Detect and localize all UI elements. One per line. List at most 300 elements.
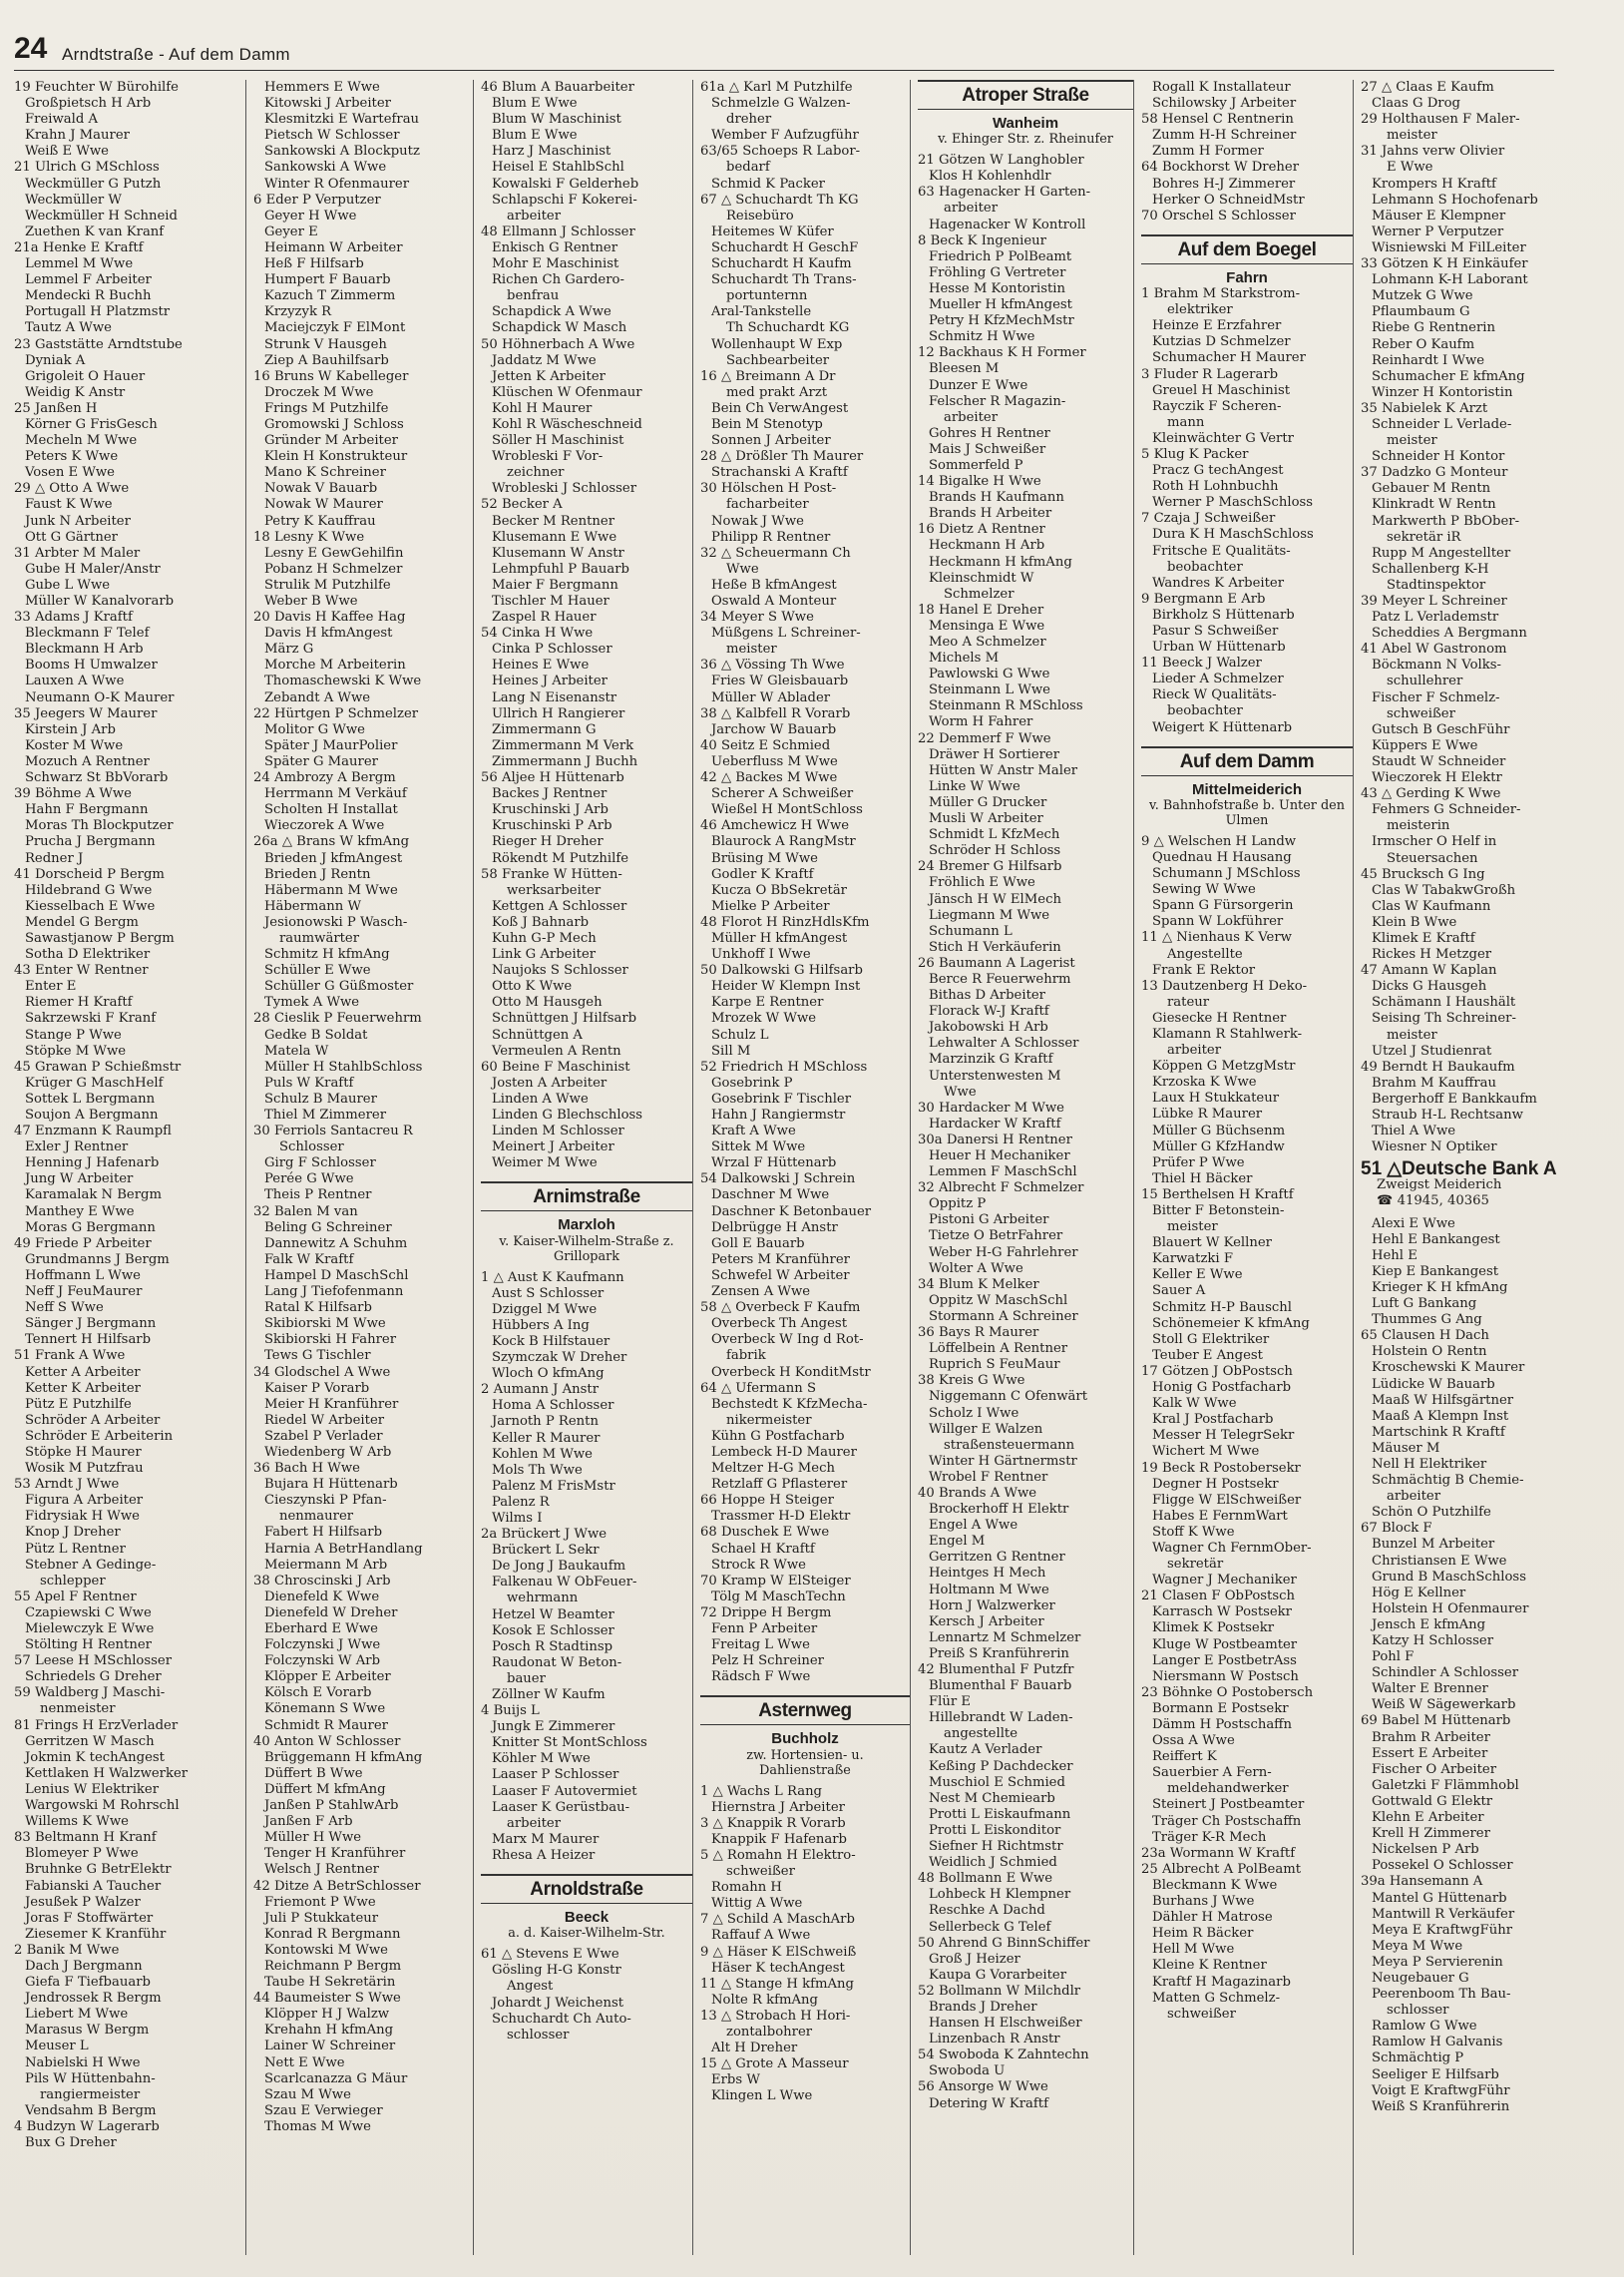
directory-entry: Karwatzki F xyxy=(1152,1251,1233,1267)
directory-entry: Frings M Putzhilfe xyxy=(264,400,389,416)
directory-entry: 49 Friede P Arbeiter xyxy=(14,1235,152,1251)
directory-entry: Szymczak W Dreher xyxy=(492,1350,627,1366)
directory-entry: arbeiter xyxy=(1387,1489,1441,1505)
directory-entry: Herrmann M Verkäuf xyxy=(264,786,407,802)
directory-entry: Neff J FeuMaurer xyxy=(25,1284,143,1300)
directory-entry: Portugall H Platzmstr xyxy=(25,304,171,320)
directory-entry: Exler J Rentner xyxy=(25,1139,129,1155)
directory-entry: 32 Albrecht F Schmelzer xyxy=(918,1180,1084,1196)
directory-entry: Schüller G Güßmoster xyxy=(264,979,414,995)
directory-entry: Lüdicke W Bauarb xyxy=(1372,1376,1495,1392)
directory-entry: Preiß S Kranführerin xyxy=(929,1645,1069,1661)
directory-entry: Urban W Hüttenarb xyxy=(1152,640,1286,656)
directory-entry: Heß F Hilfsarb xyxy=(264,256,364,272)
directory-entry: Rökendt M Putzhilfe xyxy=(492,850,629,866)
directory-entry: Häbermann M Wwe xyxy=(264,882,398,898)
directory-entry: Kluge W Postbeamter xyxy=(1152,1636,1298,1652)
directory-entry: Stich H Verkäuferin xyxy=(929,939,1061,955)
directory-entry: Kazuch T Zimmerm xyxy=(264,288,396,304)
directory-entry: Maaß A Klempn Inst xyxy=(1372,1408,1509,1424)
directory-entry: Nowak V Bauarb xyxy=(264,481,378,497)
directory-entry: Thiel M Zimmerer xyxy=(264,1108,387,1123)
directory-entry: meister xyxy=(726,642,777,658)
directory-entry: Kuhn G-P Mech xyxy=(492,930,597,946)
directory-entry: bedarf xyxy=(726,160,770,176)
directory-entry: Gedke B Soldat xyxy=(264,1027,368,1043)
directory-entry: wehrmann xyxy=(507,1591,579,1606)
directory-entry: Steinmann L Wwe xyxy=(929,683,1050,698)
directory-entry: Zensen A Wwe xyxy=(711,1284,811,1300)
directory-entry: Heintges H Mech xyxy=(929,1566,1046,1582)
entry-list xyxy=(1361,80,1566,1155)
directory-entry: sekretär xyxy=(1167,1557,1224,1573)
directory-entry: Zumm H Former xyxy=(1152,144,1264,160)
directory-entry: Knappik F Hafenarb xyxy=(711,1831,847,1847)
directory-entry: Hagenacker W Kontroll xyxy=(929,217,1086,232)
directory-entry: 22 Hürtgen P Schmelzer xyxy=(253,705,419,721)
directory-entry: Angest xyxy=(507,1979,554,1995)
directory-entry: Kock B Hilfstauer xyxy=(492,1333,610,1349)
directory-entry: Prüfer P Wwe xyxy=(1152,1154,1245,1170)
directory-entry: Zaspel R Hauer xyxy=(492,610,597,626)
directory-entry: 6 Eder P Verputzer xyxy=(253,192,381,208)
directory-entry: Gohres H Rentner xyxy=(929,425,1050,441)
directory-entry: Backes J Rentner xyxy=(492,786,608,802)
directory-entry: Riemer H Kraftf xyxy=(25,995,133,1011)
directory-entry: Weckmüller W xyxy=(25,192,122,208)
directory-entry: Luft G Bankang xyxy=(1372,1296,1477,1312)
directory-entry: Protti L Eiskonditor xyxy=(929,1822,1061,1838)
directory-entry: Peters M Kranführer xyxy=(711,1251,850,1267)
directory-entry: Jungk E Zimmerer xyxy=(492,1719,615,1735)
directory-entry: Sankowski A Wwe xyxy=(264,160,387,176)
directory-entry: Blum E Wwe xyxy=(492,128,578,144)
directory-entry: Mueller H kfmAngest xyxy=(929,297,1072,313)
directory-entry: Pütz E Putzhilfe xyxy=(25,1396,132,1412)
directory-entry: Engel M xyxy=(929,1534,986,1550)
directory-entry: Girg F Schlosser xyxy=(264,1155,376,1171)
directory-entry: Mielewczyk E Wwe xyxy=(25,1621,155,1636)
entry-list xyxy=(14,80,245,2151)
directory-entry: Figura A Arbeiter xyxy=(25,1493,144,1509)
directory-entry: Wiesner N Optiker xyxy=(1372,1139,1497,1155)
directory-entry: 9 △ Häser K ElSchweiß xyxy=(700,1944,857,1960)
directory-entry: arbeiter xyxy=(507,1815,562,1831)
directory-entry: Irmscher O Helf in xyxy=(1372,834,1497,850)
directory-entry: zeichner xyxy=(507,465,565,481)
directory-entry: Konrad R Bergmann xyxy=(264,1926,401,1942)
directory-entry: werksarbeiter xyxy=(507,882,602,898)
directory-entry: 32 Balen M van xyxy=(253,1203,358,1219)
directory-entry: Hög E Kellner xyxy=(1372,1585,1466,1600)
directory-entry: Raffauf A Wwe xyxy=(711,1928,811,1944)
directory-entry: Schulz L xyxy=(711,1027,769,1043)
directory-entry: Bithas D Arbeiter xyxy=(929,988,1045,1004)
directory-entry: Mantel G Hüttenarb xyxy=(1372,1890,1507,1906)
directory-entry: Daschner M Wwe xyxy=(711,1187,830,1203)
directory-entry: Godler K Kraftf xyxy=(711,866,814,882)
directory-entry: Jung W Arbeiter xyxy=(25,1171,134,1187)
directory-entry: 27 △ Claas E Kaufm xyxy=(1361,80,1494,95)
directory-entry: 40 Brands A Wwe xyxy=(918,1485,1037,1501)
directory-entry: Mecheln M Wwe xyxy=(25,433,138,449)
directory-entry: Nabielski H Wwe xyxy=(25,2054,141,2070)
directory-entry: 59 Waldberg J Maschi- xyxy=(14,1685,166,1701)
directory-entry: med prakt Arzt xyxy=(726,384,828,400)
directory-entry: Rupp M Angestellter xyxy=(1372,545,1511,561)
directory-entry: Aust S Schlosser xyxy=(492,1285,605,1301)
directory-entry: Lohmann K-H Laborant xyxy=(1372,272,1528,288)
directory-entry: 2 Banik M Wwe xyxy=(14,1942,120,1958)
directory-entry: Gosebrink P xyxy=(711,1075,793,1091)
directory-entry: Kalk W Wwe xyxy=(1152,1396,1237,1412)
directory-entry: Otto M Hausgeh xyxy=(492,995,603,1011)
directory-entry: Weckmüller H Schneid xyxy=(25,208,178,224)
directory-entry: Heisel E StahlbSchl xyxy=(492,160,624,176)
directory-entry: Fabert H Hilfsarb xyxy=(264,1525,383,1541)
directory-entry: Maciejczyk F ElMont xyxy=(264,320,406,336)
directory-entry: Dziggel M Wwe xyxy=(492,1301,598,1317)
directory-entry: 43 Enter W Rentner xyxy=(14,963,149,979)
directory-entry: Marzinzik G Kraftf xyxy=(929,1052,1053,1068)
directory-entry: Mantwill R Verkäufer xyxy=(1372,1906,1515,1922)
directory-entry: Aral-Tankstelle xyxy=(711,304,812,320)
directory-entry: Holstein H Ofenmaurer xyxy=(1372,1600,1529,1616)
directory-entry: Schlosser xyxy=(279,1139,344,1155)
directory-entry: Schmidt L KfzMech xyxy=(929,827,1060,843)
directory-entry: Fehmers G Schneider- xyxy=(1372,802,1521,818)
directory-entry: Horn J Walzwerker xyxy=(929,1597,1055,1613)
directory-entry: Stöpke M Wwe xyxy=(25,1043,127,1059)
directory-entry: Fröhlich E Wwe xyxy=(929,875,1035,891)
directory-entry: Heimann W Arbeiter xyxy=(264,239,403,255)
directory-entry: Schmidt R Maurer xyxy=(264,1717,388,1733)
directory-entry: 39 Böhme A Wwe xyxy=(14,786,132,802)
directory-entry: Tymek A Wwe xyxy=(264,995,360,1011)
directory-entry: Stebner A Gedinge- xyxy=(25,1557,157,1573)
directory-entry: Kroschewski K Maurer xyxy=(1372,1360,1525,1376)
directory-entry: Heße B kfmAngest xyxy=(711,577,837,593)
directory-entry: Keller R Maurer xyxy=(492,1430,601,1446)
directory-entry: Sänger J Bergmann xyxy=(25,1316,157,1332)
directory-entry: Faust K Wwe xyxy=(25,497,113,513)
directory-entry: beobachter xyxy=(1167,703,1243,719)
directory-entry: Lohbeck H Klempner xyxy=(929,1887,1071,1903)
directory-entry: Wieczorek H Elektr xyxy=(1372,770,1502,786)
directory-entry: Freitag L Wwe xyxy=(711,1637,810,1653)
directory-entry: 52 Becker A xyxy=(481,497,563,513)
directory-entry: Wloch O kfmAng xyxy=(492,1366,605,1382)
directory-entry: Thummes G Ang xyxy=(1372,1312,1482,1328)
directory-entry: schlepper xyxy=(40,1573,106,1589)
directory-entry: 5 Klug K Packer xyxy=(1141,446,1249,462)
directory-entry: Hehl E xyxy=(1372,1247,1418,1263)
directory-entry: Pietsch W Schlosser xyxy=(264,128,400,144)
directory-entry: 29 Holthausen F Maler- xyxy=(1361,112,1520,128)
directory-entry: Seeliger E Hilfsarb xyxy=(1372,2066,1499,2082)
directory-entry: 58 Hensel C Rentnerin xyxy=(1141,112,1294,128)
directory-entry: Mano K Schreiner xyxy=(264,465,386,481)
directory-entry: 11 △ Stange H kfmAng xyxy=(700,1976,854,1992)
directory-entry: 23a Wormann W Kraftf xyxy=(1141,1845,1296,1861)
directory-entry: Krompers H Kraftf xyxy=(1372,176,1496,192)
directory-entry: 47 Enzmann K Raumpfl xyxy=(14,1124,172,1139)
directory-entry: 16 △ Breimann A Dr xyxy=(700,368,836,384)
directory-entry: 70 Kramp W ElSteiger xyxy=(700,1573,851,1589)
directory-entry: Vosen E Wwe xyxy=(25,465,115,481)
directory-entry: Wolter A Wwe xyxy=(929,1260,1023,1276)
directory-entry: Fischer O Arbeiter xyxy=(1372,1761,1497,1777)
directory-entry: Niggemann C Ofenwärt xyxy=(929,1389,1088,1405)
street-heading-arnold: Arnoldstraße xyxy=(481,1874,692,1904)
district-name: Wanheim xyxy=(992,115,1059,133)
directory-entry: 41 Dorscheid P Bergm xyxy=(14,866,165,882)
directory-entry: Koß J Bahnarb xyxy=(492,914,590,930)
directory-entry: Lembeck H-D Maurer xyxy=(711,1444,857,1460)
directory-entry: Brüsing M Wwe xyxy=(711,850,818,866)
directory-entry: Pils W Hüttenbahn- xyxy=(25,2070,156,2086)
directory-entry: Hübbers A Ing xyxy=(492,1317,590,1333)
directory-entry: schweißer xyxy=(726,1864,795,1880)
directory-entry: Dienefeld K Wwe xyxy=(264,1589,380,1604)
directory-entry: schlosser xyxy=(1387,2003,1449,2019)
directory-entry: Klusemann W Anstr xyxy=(492,545,624,561)
directory-entry: Lübke R Maurer xyxy=(1152,1107,1263,1123)
directory-entry: 12 Backhaus K H Former xyxy=(918,345,1086,361)
directory-entry: Romahn H xyxy=(711,1880,782,1896)
directory-entry: Henning J Hafenarb xyxy=(25,1155,160,1171)
directory-entry: Weiß W Sägewerkarb xyxy=(1372,1697,1516,1713)
directory-entry: Maaß W Hilfsgärtner xyxy=(1372,1392,1514,1408)
directory-entry: 67 △ Schuchardt Th KG xyxy=(700,192,859,208)
directory-entry: Josten A Arbeiter xyxy=(492,1075,608,1091)
directory-entry: Kontowski M Wwe xyxy=(264,1942,388,1958)
directory-entry: 21 Clasen F ObPostsch xyxy=(1141,1589,1295,1604)
directory-entry: Tautz A Wwe xyxy=(25,320,112,336)
directory-entry: Reichmann P Bergm xyxy=(264,1958,402,1974)
directory-entry: Mäuser M xyxy=(1372,1440,1440,1456)
directory-entry: Enter E xyxy=(25,979,77,995)
directory-entry: Wisniewski M FilLeiter xyxy=(1372,239,1526,255)
directory-entry: Brahm R Arbeiter xyxy=(1372,1729,1490,1745)
directory-entry: Skibiorski H Fahrer xyxy=(264,1332,397,1348)
directory-entry: meisterin xyxy=(1387,818,1450,834)
directory-entry: Jetten K Arbeiter xyxy=(492,368,606,384)
directory-entry: Marasus W Bergm xyxy=(25,2023,150,2039)
directory-entry: 38 Kreis G Wwe xyxy=(918,1373,1025,1389)
directory-entry: Ketter A Arbeiter xyxy=(25,1364,141,1380)
directory-entry: Weidlich J Schmied xyxy=(929,1855,1057,1871)
directory-entry: Später G Maurer xyxy=(264,753,378,769)
directory-entry: Nowak J Wwe xyxy=(711,513,804,529)
directory-entry: Gromowski J Schloss xyxy=(264,416,404,432)
directory-entry: Kaiser P Vorarb xyxy=(264,1380,370,1396)
directory-entry: Bein M Stenotyp xyxy=(711,416,823,432)
directory-entry: 11 Beeck J Walzer xyxy=(1141,656,1262,672)
directory-entry: 57 Leese H MSchlosser xyxy=(14,1653,173,1669)
directory-entry: Jakobowski H Arb xyxy=(929,1020,1048,1036)
directory-entry: Schumann L xyxy=(929,923,1013,939)
directory-entry: arbeiter xyxy=(1167,1043,1222,1059)
directory-entry: Czapiewski C Wwe xyxy=(25,1604,152,1620)
directory-entry: Alexi E Wwe xyxy=(1372,1215,1455,1231)
directory-entry: Rieger H Dreher xyxy=(492,834,604,850)
directory-entry: Schuchardt H Kaufm xyxy=(711,256,852,272)
directory-entry: 30a Danersi H Rentner xyxy=(918,1132,1072,1147)
directory-entry: Karrasch W Postsekr xyxy=(1152,1604,1292,1620)
directory-entry: Klesmitzki E Wartefrau xyxy=(264,112,420,128)
directory-entry: schullehrer xyxy=(1387,674,1463,689)
directory-entry: Geyer E xyxy=(264,224,318,239)
directory-entry: Hesse M Kontoristin xyxy=(929,280,1066,296)
directory-entry: 3 Fluder R Lagerarb xyxy=(1141,366,1279,382)
directory-entry: 39a Hansemann A xyxy=(1361,1874,1483,1890)
directory-entry: Blaurock A RangMstr xyxy=(711,834,856,850)
directory-entry: Sotha D Elektriker xyxy=(25,947,151,963)
directory-entry: Wwe xyxy=(726,561,759,577)
directory-entry: Brieden J Rentn xyxy=(264,866,371,882)
directory-entry: Heines E Wwe xyxy=(492,658,590,674)
street-heading-aster: Asternweg xyxy=(700,1695,910,1725)
directory-entry: Herker O SchneidMstr xyxy=(1152,192,1305,208)
directory-entry: Palenz M FrisMstr xyxy=(492,1478,615,1494)
directory-entry: 36 △ Vössing Th Wwe xyxy=(700,658,845,674)
directory-entry: Meier H Kranführer xyxy=(264,1396,399,1412)
directory-entry: Kiep E Bankangest xyxy=(1372,1263,1499,1279)
directory-entry: 23 Böhnke O Postobersch xyxy=(1141,1684,1314,1700)
column-5 xyxy=(918,80,1134,2255)
directory-entry: Koster M Wwe xyxy=(25,737,124,753)
directory-entry: Manthey E Wwe xyxy=(25,1203,135,1219)
directory-entry: Gube H Maler/Anstr xyxy=(25,561,161,577)
directory-entry: Klein H Konstrukteur xyxy=(264,449,408,465)
directory-entry: Gösling H-G Konstr xyxy=(492,1963,621,1979)
directory-entry: Stölting H Rentner xyxy=(25,1637,152,1653)
directory-entry: Bleckmann F Telef xyxy=(25,626,150,642)
directory-entry: Staudt W Schneider xyxy=(1372,753,1506,769)
directory-entry: Weigert K Hüttenarb xyxy=(1152,719,1293,735)
directory-entry: Sellerbeck G Telef xyxy=(929,1919,1051,1935)
directory-entry: Hell M Wwe xyxy=(1152,1942,1235,1958)
directory-entry: Schindler A Schlosser xyxy=(1372,1665,1519,1681)
directory-entry: Düffert B Wwe xyxy=(264,1765,363,1781)
directory-entry: Neugebauer G xyxy=(1372,1970,1469,1986)
directory-entry: Karamalak N Bergm xyxy=(25,1187,162,1203)
directory-entry: meister xyxy=(1387,433,1437,449)
directory-entry: 48 Bollmann E Wwe xyxy=(918,1871,1053,1887)
directory-entry: Morche M Arbeiterin xyxy=(264,658,406,674)
directory-entry: Schapdick A Wwe xyxy=(492,304,611,320)
directory-entry: 45 Grawan P Schießmstr xyxy=(14,1059,182,1075)
directory-entry: Weiß S Kranführerin xyxy=(1372,2098,1510,2114)
directory-entry: 31 Jahns verw Olivier xyxy=(1361,144,1505,160)
directory-entry: 4 Buijs L xyxy=(481,1703,540,1719)
directory-entry: 35 Jeegers W Maurer xyxy=(14,705,158,721)
directory-entry: Reisebüro xyxy=(726,208,794,224)
directory-entry: 47 Amann W Kaplan xyxy=(1361,963,1497,979)
directory-entry: Sewing W Wwe xyxy=(1152,882,1256,898)
directory-entry: 37 Dadzko G Monteur xyxy=(1361,465,1508,481)
directory-entry: Alt H Dreher xyxy=(711,2041,798,2056)
directory-entry: Markwerth P BbOber- xyxy=(1372,513,1520,529)
directory-entry: Kleine K Rentner xyxy=(1152,1958,1267,1974)
directory-entry: Strachanski A Kraftf xyxy=(711,465,848,481)
directory-entry: 1 △ Wachs L Rang xyxy=(700,1783,823,1799)
directory-entry: 22 Demmerf F Wwe xyxy=(918,730,1051,746)
directory-entry: Liebert M Wwe xyxy=(25,2007,129,2023)
directory-entry: 28 Cieslik P Feuerwehrm xyxy=(253,1011,422,1027)
directory-entry: Schmelzer xyxy=(944,586,1015,602)
directory-entry: Zöllner W Kaufm xyxy=(492,1687,606,1702)
directory-entry: Zimmermann J Buchh xyxy=(492,753,638,769)
directory-entry: Fligge W ElSchweißer xyxy=(1152,1492,1302,1508)
directory-entry: Heider W Klempn Inst xyxy=(711,979,861,995)
directory-entry: Meiermann M Arb xyxy=(264,1557,388,1573)
directory-entry: Moras Th Blockputzer xyxy=(25,818,174,834)
directory-entry: Schwefel W Arbeiter xyxy=(711,1267,850,1283)
directory-entry: Booms H Umwalzer xyxy=(25,658,158,674)
directory-entry: Hahn F Bergmann xyxy=(25,802,149,818)
directory-entry: 63 Hagenacker H Garten- xyxy=(918,185,1091,201)
directory-entry: meister xyxy=(1387,128,1437,144)
directory-entry: 61a △ Karl M Putzhilfe xyxy=(700,80,853,95)
directory-entry: Niersmann W Postsch xyxy=(1152,1668,1299,1684)
directory-entry: 29 △ Otto A Wwe xyxy=(14,481,130,497)
directory-entry: 38 △ Kalbfell R Vorarb xyxy=(700,705,851,721)
directory-entry: Krell H Zimmerer xyxy=(1372,1826,1490,1842)
directory-entry: Gründer M Arbeiter xyxy=(264,433,398,449)
directory-entry: Matten G Schmelz- xyxy=(1152,1990,1281,2006)
directory-entry: Blumenthal F Bauarb xyxy=(929,1678,1072,1694)
directory-entry: 4 Budzyn W Lagerarb xyxy=(14,2118,160,2134)
directory-entry: Wiedenberg W Arb xyxy=(264,1444,392,1460)
directory-entry: Goll E Bauarb xyxy=(711,1235,805,1251)
directory-entry: Werner P Verputzer xyxy=(1372,224,1504,239)
directory-entry: Träger Ch Postschaffn xyxy=(1152,1813,1302,1829)
directory-entry: 7 Czaja J Schweißer xyxy=(1141,511,1276,527)
directory-entry: Pflaumbaum G xyxy=(1372,304,1470,320)
directory-entry: Humpert F Bauarb xyxy=(264,272,391,288)
directory-entry: Schmitz H-P Bauschl xyxy=(1152,1299,1293,1315)
directory-entry: Müller G Drucker xyxy=(929,794,1047,810)
directory-entry: Geyer H Wwe xyxy=(264,208,357,224)
directory-entry: Strock R Wwe xyxy=(711,1557,806,1573)
directory-entry: Heckmann H kfmAng xyxy=(929,554,1072,570)
directory-entry: Wember F Aufzugführ xyxy=(711,128,859,144)
directory-entry: Mrozek W Wwe xyxy=(711,1011,817,1027)
directory-entry: Peerenboom Th Bau- xyxy=(1372,1987,1511,2003)
directory-entry: Daschner K Betonbauer xyxy=(711,1203,872,1219)
directory-entry: 11 △ Nienhaus K Verw xyxy=(1141,930,1292,946)
directory-entry: Ott G Gärtner xyxy=(25,529,118,545)
directory-entry: Kettgen A Schlosser xyxy=(492,898,627,914)
directory-entry: Sachbearbeiter xyxy=(726,352,830,368)
directory-entry: Rhesa A Heizer xyxy=(492,1847,596,1863)
directory-entry: Kruschinski J Arb xyxy=(492,802,609,818)
directory-entry: Seising Th Schreiner- xyxy=(1372,1011,1516,1027)
directory-entry: Schmächtig B Chemie- xyxy=(1372,1473,1524,1489)
directory-entry: Kleinwächter G Vertr xyxy=(1152,430,1294,446)
directory-entry: Soujon A Bergmann xyxy=(25,1108,159,1123)
directory-entry: 19 Beck R Postobersekr xyxy=(1141,1460,1301,1476)
directory-entry: Katzy H Schlosser xyxy=(1372,1633,1494,1648)
directory-entry: Otto K Wwe xyxy=(492,979,573,995)
directory-entry: Scarlcanazza G Mäur xyxy=(264,2070,408,2086)
directory-entry: 42 Blumenthal F Putzfr xyxy=(918,1662,1074,1677)
directory-entry: Langer E PostbetrAss xyxy=(1152,1652,1297,1668)
directory-entry: Ramlow G Wwe xyxy=(1372,2019,1477,2035)
directory-entry: Th Schuchardt KG xyxy=(726,320,850,336)
